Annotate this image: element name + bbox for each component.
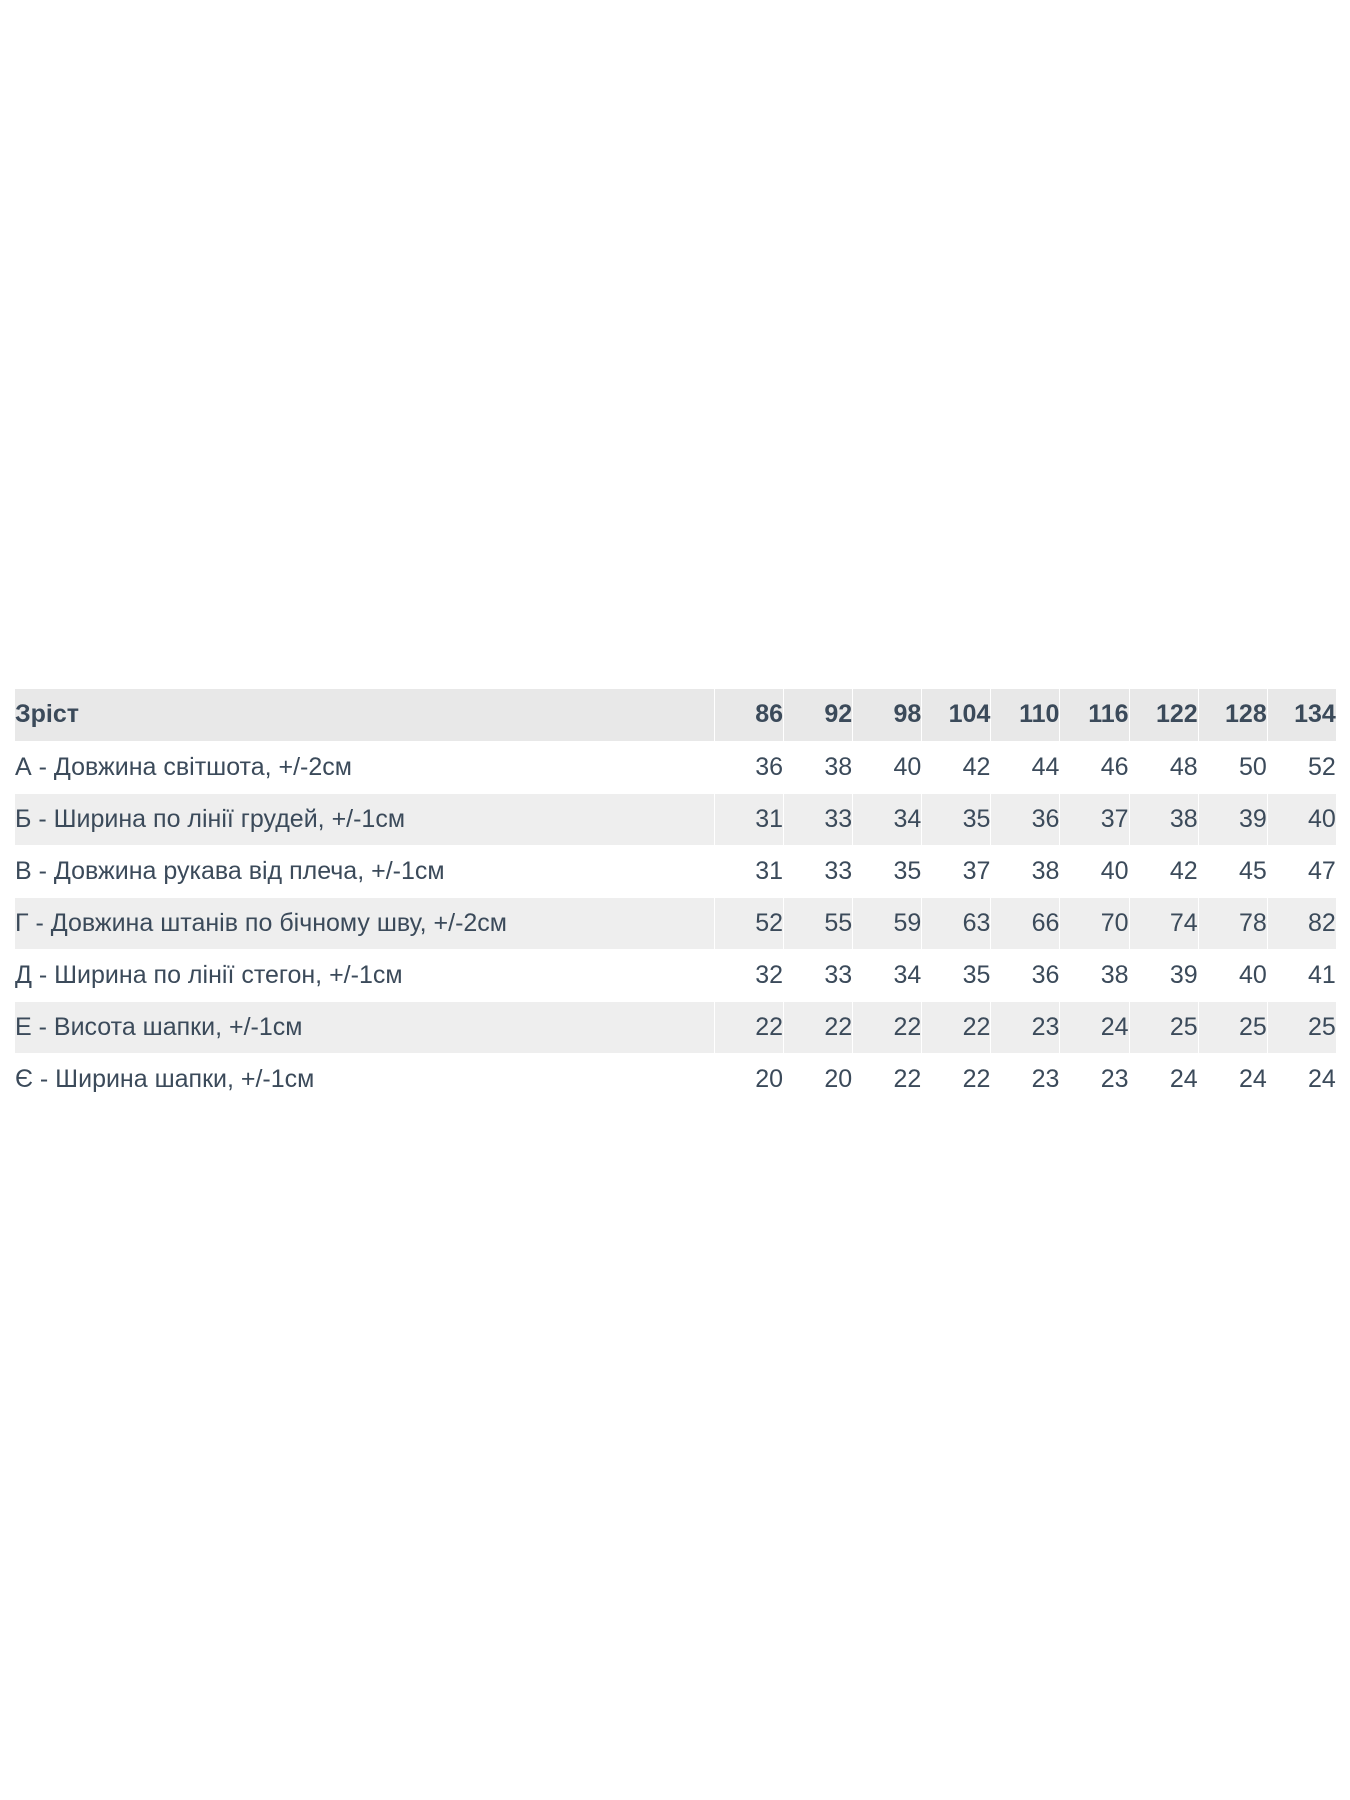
cell-a-116: 46 bbox=[1060, 742, 1129, 794]
cell-ye-104: 22 bbox=[922, 1054, 991, 1106]
cell-b-104: 35 bbox=[922, 794, 991, 846]
table-row bbox=[15, 1002, 1337, 1054]
cell-a-98: 40 bbox=[853, 742, 922, 794]
header-size-98: 98 bbox=[853, 689, 922, 742]
table-row bbox=[15, 742, 1337, 794]
cell-e-116: 24 bbox=[1060, 1002, 1129, 1054]
cell-e-134: 25 bbox=[1267, 1002, 1336, 1054]
cell-d-86: 32 bbox=[715, 950, 784, 1002]
cell-ye-92: 20 bbox=[784, 1054, 853, 1106]
table-row bbox=[15, 846, 1337, 898]
cell-v-104: 37 bbox=[922, 846, 991, 898]
cell-e-110: 23 bbox=[991, 1002, 1060, 1054]
cell-v-128: 45 bbox=[1198, 846, 1267, 898]
header-size-86: 86 bbox=[715, 689, 784, 742]
header-size-92: 92 bbox=[784, 689, 853, 742]
cell-e-104: 22 bbox=[922, 1002, 991, 1054]
cell-ye-110: 23 bbox=[991, 1054, 1060, 1106]
cell-v-110: 38 bbox=[991, 846, 1060, 898]
cell-e-86: 22 bbox=[715, 1002, 784, 1054]
row-label-e: Е - Висота шапки, +/-1см bbox=[15, 1002, 715, 1054]
header-height-label: Зріст bbox=[15, 689, 715, 742]
cell-g-92: 55 bbox=[784, 898, 853, 950]
cell-g-122: 74 bbox=[1129, 898, 1198, 950]
cell-v-134: 47 bbox=[1267, 846, 1336, 898]
cell-d-116: 38 bbox=[1060, 950, 1129, 1002]
cell-a-134: 52 bbox=[1267, 742, 1336, 794]
size-chart-container bbox=[14, 688, 1336, 1106]
cell-g-116: 70 bbox=[1060, 898, 1129, 950]
cell-b-110: 36 bbox=[991, 794, 1060, 846]
cell-ye-122: 24 bbox=[1129, 1054, 1198, 1106]
row-label-a: А - Довжина світшота, +/-2см bbox=[15, 742, 715, 794]
cell-a-128: 50 bbox=[1198, 742, 1267, 794]
header-size-134: 134 bbox=[1267, 689, 1336, 742]
cell-b-116: 37 bbox=[1060, 794, 1129, 846]
cell-v-116: 40 bbox=[1060, 846, 1129, 898]
cell-g-98: 59 bbox=[853, 898, 922, 950]
cell-a-104: 42 bbox=[922, 742, 991, 794]
row-label-d: Д - Ширина по лінії стегон, +/-1см bbox=[15, 950, 715, 1002]
header-size-104: 104 bbox=[922, 689, 991, 742]
cell-g-128: 78 bbox=[1198, 898, 1267, 950]
header-size-110: 110 bbox=[991, 689, 1060, 742]
cell-v-86: 31 bbox=[715, 846, 784, 898]
cell-ye-134: 24 bbox=[1267, 1054, 1336, 1106]
header-size-122: 122 bbox=[1129, 689, 1198, 742]
cell-d-122: 39 bbox=[1129, 950, 1198, 1002]
cell-g-134: 82 bbox=[1267, 898, 1336, 950]
cell-b-122: 38 bbox=[1129, 794, 1198, 846]
cell-e-128: 25 bbox=[1198, 1002, 1267, 1054]
cell-e-122: 25 bbox=[1129, 1002, 1198, 1054]
cell-v-92: 33 bbox=[784, 846, 853, 898]
cell-e-98: 22 bbox=[853, 1002, 922, 1054]
cell-g-86: 52 bbox=[715, 898, 784, 950]
cell-ye-128: 24 bbox=[1198, 1054, 1267, 1106]
cell-ye-98: 22 bbox=[853, 1054, 922, 1106]
size-chart-table bbox=[14, 688, 1337, 1106]
cell-a-92: 38 bbox=[784, 742, 853, 794]
cell-a-110: 44 bbox=[991, 742, 1060, 794]
cell-d-92: 33 bbox=[784, 950, 853, 1002]
table-row bbox=[15, 1054, 1337, 1106]
row-label-v: В - Довжина рукава від плеча, +/-1см bbox=[15, 846, 715, 898]
header-size-128: 128 bbox=[1198, 689, 1267, 742]
cell-b-134: 40 bbox=[1267, 794, 1336, 846]
cell-b-92: 33 bbox=[784, 794, 853, 846]
cell-d-128: 40 bbox=[1198, 950, 1267, 1002]
cell-g-110: 66 bbox=[991, 898, 1060, 950]
header-size-116: 116 bbox=[1060, 689, 1129, 742]
cell-d-104: 35 bbox=[922, 950, 991, 1002]
row-label-b: Б - Ширина по лінії грудей, +/-1см bbox=[15, 794, 715, 846]
row-label-ye: Є - Ширина шапки, +/-1см bbox=[15, 1054, 715, 1106]
table-row bbox=[15, 794, 1337, 846]
cell-d-110: 36 bbox=[991, 950, 1060, 1002]
cell-d-134: 41 bbox=[1267, 950, 1336, 1002]
table-row bbox=[15, 898, 1337, 950]
cell-a-122: 48 bbox=[1129, 742, 1198, 794]
cell-ye-116: 23 bbox=[1060, 1054, 1129, 1106]
cell-b-86: 31 bbox=[715, 794, 784, 846]
cell-ye-86: 20 bbox=[715, 1054, 784, 1106]
cell-g-104: 63 bbox=[922, 898, 991, 950]
cell-v-122: 42 bbox=[1129, 846, 1198, 898]
cell-b-128: 39 bbox=[1198, 794, 1267, 846]
cell-a-86: 36 bbox=[715, 742, 784, 794]
cell-v-98: 35 bbox=[853, 846, 922, 898]
cell-e-92: 22 bbox=[784, 1002, 853, 1054]
table-row bbox=[15, 950, 1337, 1002]
cell-d-98: 34 bbox=[853, 950, 922, 1002]
cell-b-98: 34 bbox=[853, 794, 922, 846]
row-label-g: Г - Довжина штанів по бічному шву, +/-2см bbox=[15, 898, 715, 950]
table-header-row bbox=[15, 689, 1337, 742]
